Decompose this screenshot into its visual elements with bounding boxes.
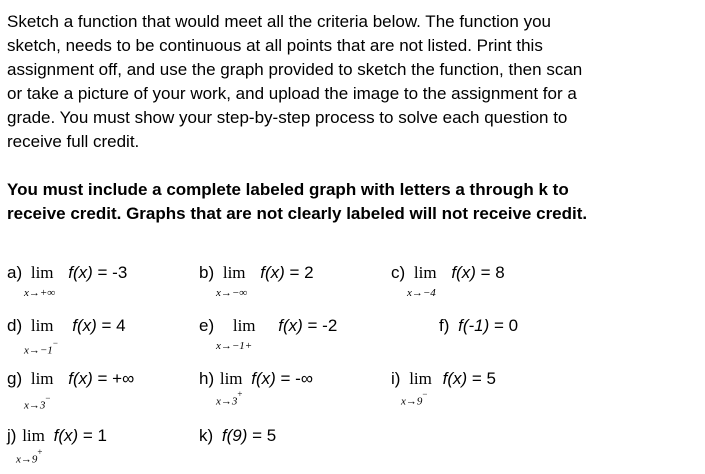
limit-value: = 2: [284, 263, 314, 282]
limit-value: = 5: [467, 369, 496, 388]
criterion-f: [439, 316, 518, 336]
grading-note: [7, 178, 697, 226]
approach-subscript: x→−∞: [216, 287, 248, 299]
function-expression: f(x): [260, 263, 285, 282]
function-expression: f(x): [251, 369, 276, 388]
limit-value: = -2: [302, 316, 338, 335]
criterion-c: [391, 263, 505, 283]
limit-operator: lim: [222, 263, 246, 282]
approach-subscript: x→+∞: [24, 287, 56, 299]
limit-value: = 4: [96, 316, 126, 335]
instructions-line: assignment off, and use the graph provided to sketch the function, then scan: [7, 60, 583, 79]
criterion-label: g): [7, 369, 23, 388]
limit-operator: lim: [219, 369, 243, 388]
function-value: = 5: [247, 426, 277, 445]
criterion-label: d): [7, 316, 23, 335]
criterion-b: [199, 263, 314, 283]
instructions-line: sketch, needs to be continuous at all points that are not listed. Print this: [7, 36, 543, 55]
criterion-label: e): [199, 316, 215, 335]
limit-operator: lim: [413, 263, 437, 282]
instructions-line: receive full credit.: [7, 132, 140, 151]
approach-subscript: x→−1−: [24, 338, 58, 357]
function-expression: f(x): [278, 316, 303, 335]
function-expression: f(x): [68, 369, 93, 388]
function-value: = 0: [489, 316, 519, 335]
function-expression: f(9): [221, 426, 248, 445]
criterion-g: [7, 369, 134, 389]
instructions-line: or take a picture of your work, and upload the image to the assignment for a: [7, 84, 577, 103]
criterion-k: [199, 426, 276, 446]
criterion-a: [7, 263, 127, 283]
approach-subscript: x→−1+: [216, 340, 253, 352]
limit-value: = +∞: [92, 369, 135, 388]
criterion-label: b): [199, 263, 215, 282]
approach-subscript: x→9−: [401, 389, 428, 408]
approach-subscript: x→3−: [24, 393, 51, 412]
approach-subscript: x→9+: [16, 447, 43, 466]
criterion-label: j): [7, 426, 17, 445]
grading-note-line: You must include a complete labeled graph with letters a through k to: [7, 180, 569, 199]
grading-note-line: receive credit. Graphs that are not clearly labeled will not receive credit.: [7, 204, 588, 223]
function-expression: f(x): [68, 263, 93, 282]
criterion-label: c): [391, 263, 406, 282]
approach-subscript: x→−4: [407, 287, 436, 299]
criterion-label: a): [7, 263, 23, 282]
limit-operator: lim: [409, 369, 432, 388]
limit-value: = -∞: [275, 369, 313, 388]
limit-operator: lim: [22, 426, 45, 445]
limit-operator: lim: [232, 316, 256, 335]
limit-operator: lim: [30, 369, 54, 388]
criterion-e: [199, 316, 337, 336]
limit-value: = -3: [92, 263, 128, 282]
instructions-line: Sketch a function that would meet all the criteria below. The function you: [7, 12, 551, 31]
criterion-label: i): [391, 369, 401, 388]
instructions-line: grade. You must show your step-by-step process to solve each question to: [7, 108, 568, 127]
function-expression: f(-1): [458, 316, 490, 335]
limit-operator: lim: [30, 263, 54, 282]
criterion-j: [7, 426, 107, 446]
function-expression: f(x): [53, 426, 79, 445]
function-expression: f(x): [442, 369, 468, 388]
limit-value: = 1: [78, 426, 107, 445]
criterion-label: k): [199, 426, 214, 445]
limit-operator: lim: [30, 316, 54, 335]
criterion-label: f): [439, 316, 450, 335]
criterion-i: [391, 369, 496, 389]
criterion-d: [7, 316, 126, 336]
approach-subscript: x→3+: [216, 389, 243, 408]
criterion-label: h): [199, 369, 215, 388]
function-expression: f(x): [72, 316, 97, 335]
criterion-h: [199, 369, 313, 389]
instructions-paragraph: [7, 10, 697, 154]
function-expression: f(x): [451, 263, 476, 282]
limit-value: = 8: [475, 263, 505, 282]
